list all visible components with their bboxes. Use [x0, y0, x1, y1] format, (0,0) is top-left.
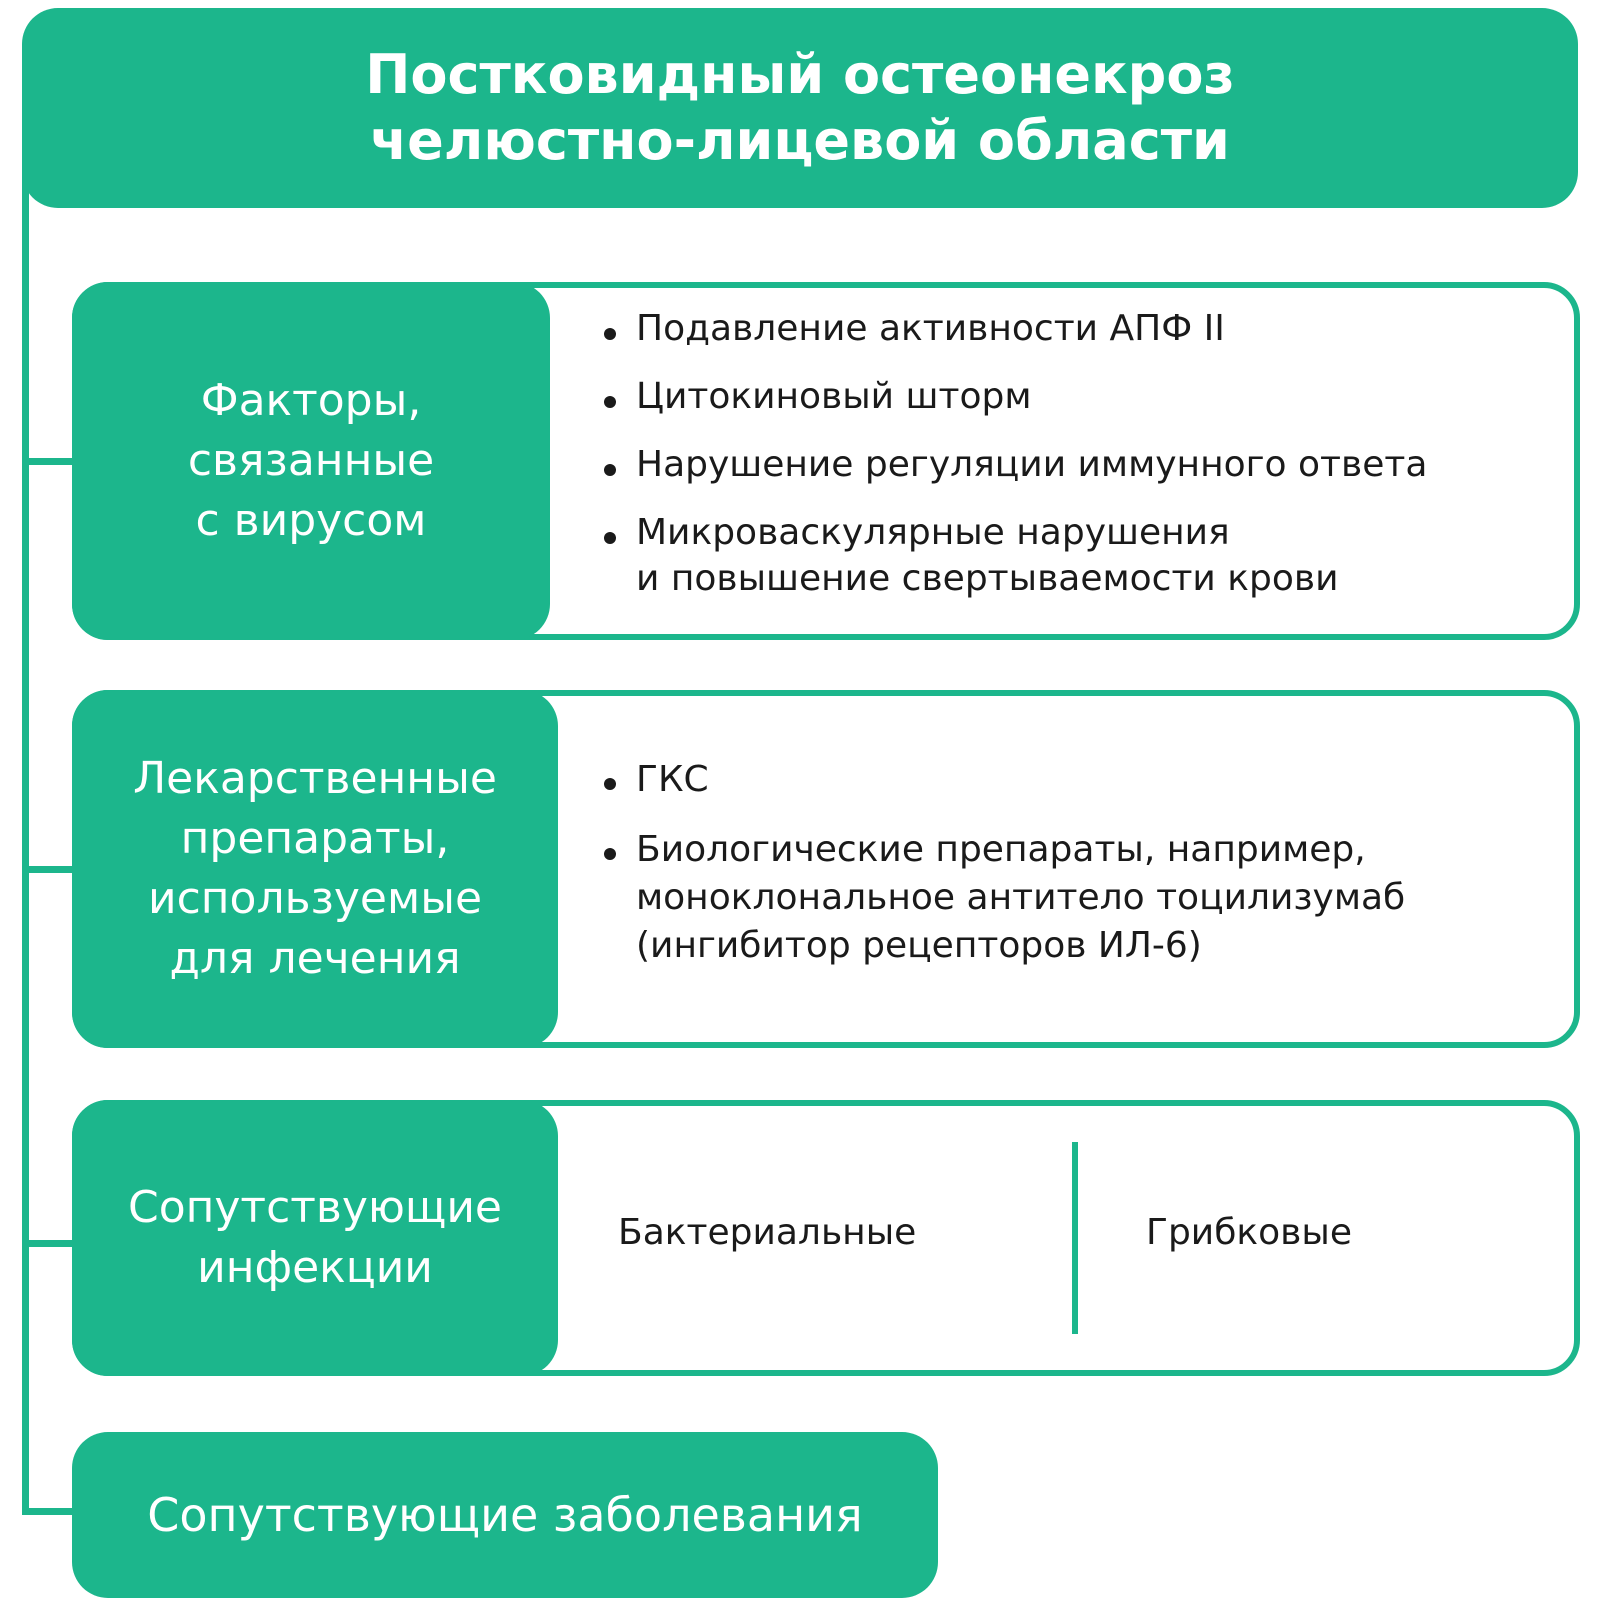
- drugs-label-line: Лекарственные: [133, 753, 497, 804]
- column-divider: [1072, 1142, 1078, 1334]
- bacterial-infections-label: Бактериальные: [618, 1212, 917, 1253]
- list-item-text: ГКС: [636, 759, 709, 800]
- connector-branch-infections: [22, 1240, 74, 1247]
- viral-factors-label-line: с вирусом: [195, 495, 427, 546]
- infections-label-line: инфекции: [197, 1242, 433, 1293]
- list-item: [604, 510, 1564, 602]
- diagram-title-line-2: челюстно-лицевой области: [370, 109, 1230, 172]
- diagram-title: [22, 8, 1578, 208]
- list-item: [604, 442, 1564, 488]
- infections-label: [72, 1100, 558, 1376]
- drugs-label: [72, 690, 558, 1048]
- viral-factors-label: [72, 282, 550, 640]
- drugs-list: [604, 756, 1564, 992]
- list-item-text: Биологические препараты, например,: [636, 829, 1366, 870]
- list-item-text: Цитокиновый шторм: [636, 376, 1032, 417]
- infections-label-line: Сопутствующие: [127, 1182, 503, 1233]
- list-item-text: и повышение свертываемости крови: [636, 558, 1339, 599]
- list-item-text: (ингибитор рецепторов ИЛ-6): [636, 925, 1202, 966]
- viral-factors-label-line: Факторы,: [200, 375, 422, 426]
- list-item: [604, 306, 1564, 352]
- list-item-text: моноклональное антитело тоцилизумаб: [636, 877, 1406, 918]
- list-item: [604, 374, 1564, 420]
- comorbidities-label: Сопутствующие заболевания: [147, 1488, 863, 1542]
- diagram-title-line-1: Постковидный остеонекроз: [365, 43, 1235, 106]
- connector-branch-comorbidities: [22, 1508, 74, 1515]
- comorbidities-box: [72, 1432, 938, 1598]
- list-item: [604, 756, 1564, 804]
- list-item-text: Микроваскулярные нарушения: [636, 512, 1230, 553]
- connector-vertical-line: [22, 150, 29, 1512]
- list-item-text: Подавление активности АПФ II: [636, 308, 1225, 349]
- viral-factors-list: [604, 306, 1564, 624]
- drugs-label-line: препараты,: [180, 813, 450, 864]
- viral-factors-label-line: связанные: [187, 435, 435, 486]
- list-item: [604, 826, 1564, 970]
- drugs-label-line: для лечения: [169, 933, 461, 984]
- fungal-infections-label: Грибковые: [1146, 1212, 1352, 1253]
- drugs-label-line: используемые: [147, 873, 483, 924]
- connector-branch-viral-factors: [22, 458, 74, 465]
- connector-branch-drugs: [22, 866, 74, 873]
- list-item-text: Нарушение регуляции иммунного ответа: [636, 444, 1428, 485]
